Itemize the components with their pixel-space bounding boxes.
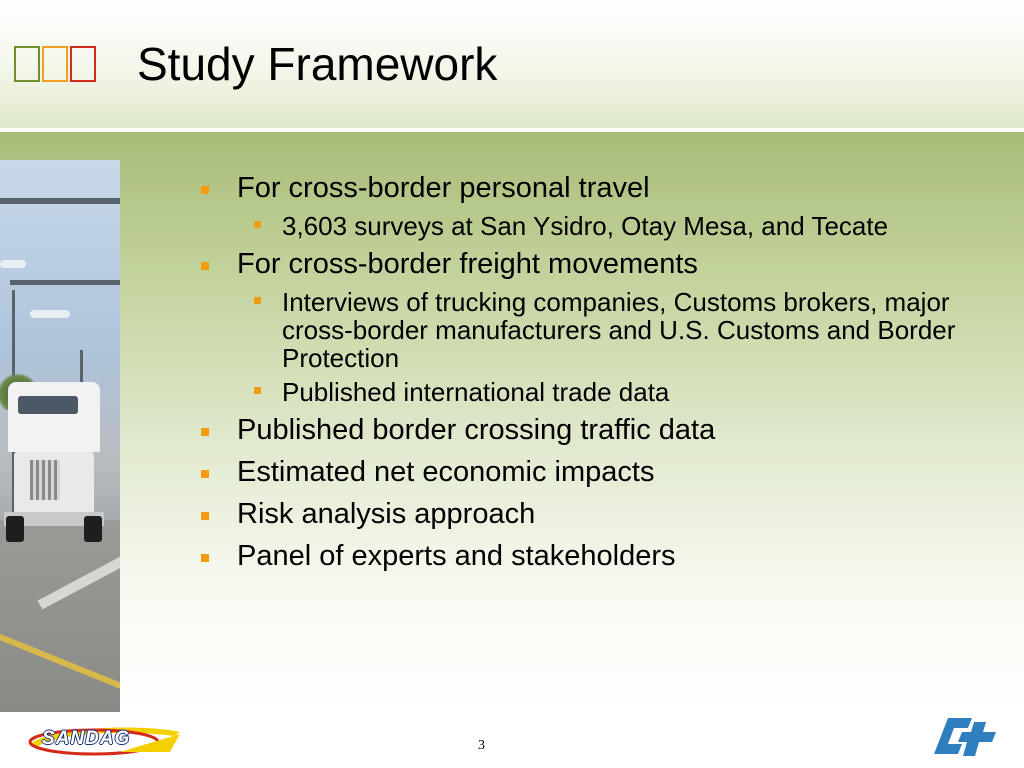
sub-bullet-item — [198, 378, 958, 406]
truck-windshield — [18, 396, 78, 414]
bullet-item — [198, 172, 958, 205]
bullet-text: Risk analysis approach — [237, 498, 536, 530]
road — [0, 520, 120, 712]
missing-glyph-icon — [14, 46, 40, 82]
bullet-text: For cross-border personal travel — [237, 172, 650, 204]
missing-glyph-icon — [42, 46, 68, 82]
street-lamp — [0, 260, 26, 268]
signal-arm — [0, 198, 120, 204]
bullet-square-icon — [201, 554, 209, 562]
bullet-square-icon — [201, 262, 209, 270]
bullet-square-icon — [201, 186, 209, 194]
sub-bullet-item — [198, 288, 958, 372]
bullet-item — [198, 248, 958, 281]
bullet-item — [198, 456, 958, 489]
title-glyphs — [14, 46, 96, 86]
truck-cab — [8, 382, 100, 452]
truck-grille — [30, 460, 60, 500]
bullet-item — [198, 414, 958, 447]
truck-photo — [0, 160, 120, 712]
sandag-logo-text: SANDAG — [42, 728, 131, 749]
sub-bullet-item — [198, 212, 958, 240]
bullet-item — [198, 540, 958, 573]
bullet-square-icon — [254, 297, 261, 304]
bullet-square-icon — [201, 470, 209, 478]
truck-wheel — [6, 516, 24, 542]
bullet-text: Interviews of trucking companies, Customs brokers, major cross-border manufacturers and U.S. Customs and Border Protection — [282, 287, 956, 373]
caltrans-logo-icon — [928, 712, 1000, 762]
bullet-text: Estimated net economic impacts — [237, 456, 655, 488]
bullet-square-icon — [254, 387, 261, 394]
page-title: Study Framework — [137, 38, 498, 90]
bullet-square-icon — [201, 428, 209, 436]
bullet-item — [198, 498, 958, 531]
bullet-text: Published international trade data — [282, 377, 670, 407]
bullet-text: 3,603 surveys at San Ysidro, Otay Mesa, and Tecate — [282, 211, 889, 241]
bullet-square-icon — [201, 512, 209, 520]
truck-wheel — [84, 516, 102, 542]
page-number: 3 — [478, 738, 485, 753]
bullet-list — [198, 168, 958, 582]
bullet-text: For cross-border freight movements — [237, 248, 698, 280]
street-lamp — [30, 310, 70, 318]
bullet-text: Published border crossing traffic data — [237, 414, 716, 446]
missing-glyph-icon — [70, 46, 96, 82]
bullet-square-icon — [254, 221, 261, 228]
bullet-text: Panel of experts and stakeholders — [237, 540, 676, 572]
street-light-arm — [10, 280, 120, 285]
